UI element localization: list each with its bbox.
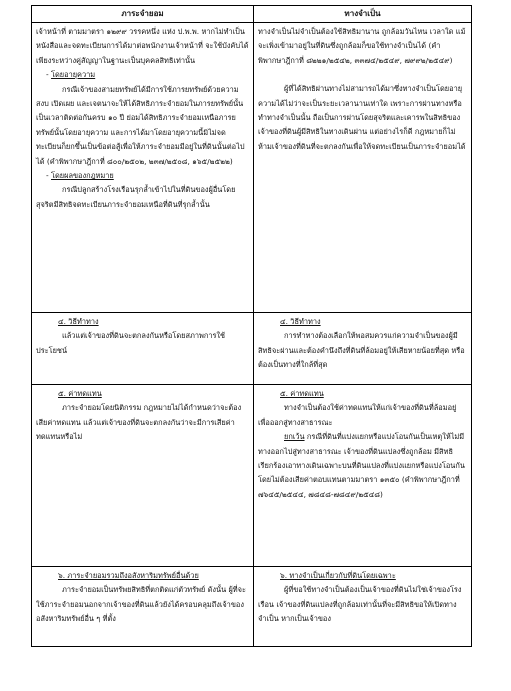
section-heading: ๖. ทางจำเป็นเกี่ยวกับที่ดินโดยเฉพาะ: [280, 571, 396, 580]
paragraph: แล้วแต่เจ้าของที่ดินจะตกลงกันหรือโดยสภาพการใช้ประโยชน์: [36, 331, 226, 355]
cell-servitude-scope: [32, 567, 254, 647]
cell-servitude-compensation: [32, 385, 254, 567]
cell-necessary-way-scope: [254, 567, 472, 647]
paragraph: ยกเว้น กรณีที่ดินที่แบ่งแยกหรือแบ่งโอนกันเป็นเหตุให้ไม่มีทางออกไปสู่ทางสาธารณะ เจ้าของที่ดินแปลงซึ่งถูกล้อม มีสิทธิเรียกร้องเอาทางเดินเฉพาะบนที่ดินแปลงที่แบ่งแยกหรือแบ่งโอนกัน โดยไม่ต้องเสียค่าตอบแทนตามมาตรา ๑๓๕๐ (คำพิพากษาฎีกาที่ ๗๖๔๕/๒๕๔๔, ๗๘๔๘-๗๘๔๙/๒๕๔๘): [258, 432, 465, 499]
section-heading: ๔. วิธีทำทาง: [58, 317, 99, 326]
table-header-row: [32, 6, 472, 23]
paragraph: กรณีเจ้าของสามยทรัพย์ได้มีการใช้ภารยทรัพย์ด้วยความสงบ เปิดเผย และเจตนาจะให้ได้สิทธิภาระจำยอมในภารยทรัพย์นั้นเป็นเวลาติดต่อกันครบ ๑๐ ปี ย่อมได้สิทธิภาระจำยอมเหนือภารยทรัพย์นั้นโดยอายุความ และการได้มาโดยอายุความนี้มิไม่จดทะเบียนก็ยกขึ้นเป็นข้อต่อสู้เพื่อให้ภาระจำยอมมีอยู่ในที่ดินนั้นต่อไปได้ (คำพิพากษาฎีกาที่ ๘๐๐/๒๕๐๒, ๒๓๗/๒๕๐๘, ๑๖๕/๒๕๒๒): [36, 84, 245, 166]
paragraph: ภาระจำยอมโดยนิติกรรม กฎหมายไม่ได้กำหนดว่าจะต้องเสียค่าทดแทน แล้วแต่เจ้าของที่ดินจะตกลงกันว่าจะมีการเสียค่าทดแทนหรือไม่: [36, 403, 242, 442]
subheading-prescription: - โดยอายุความ: [46, 70, 96, 80]
table-row: [32, 313, 472, 385]
paragraph: ทางจำเป็นต้องใช้ค่าทดแทนให้แก่เจ้าของที่ดินที่ล้อมอยู่เพื่อออกสู่ทางสาธารณะ: [258, 403, 457, 427]
paragraph: ภาระจำยอมเป็นทรัพยสิทธิที่ตกติดแก่ตัวทรัพย์ ดังนั้น ผู้ที่จะใช้ภาระจำยอมนอกจากเจ้าของที่ดินแล้วยังได้ครอบคลุมถึงเจ้าของอสังหาริมทรัพย์อื่น ๆ ที่ตั้ง: [36, 585, 246, 624]
paragraph: เจ้าหน้าที่ ตามมาตรา ๑๒๙๙ วรรคหนึ่ง แห่ง ป.พ.พ. หากไม่ทำเป็นหนังสือและจดทะเบียนการได้มาต่อพนักงานเจ้าหน้าที่ จะใช้บังคับได้เพียงระหว่างคู่สัญญาในฐานะเป็นบุคคลสิทธิเท่านั้น: [36, 27, 249, 65]
section-heading: ๕. ค่าทดแทน: [280, 389, 324, 398]
cell-servitude-method: [32, 313, 254, 385]
table-row: [32, 23, 472, 313]
header-necessary-way: ทางจำเป็น: [254, 6, 472, 23]
cell-necessary-way-compensation: [254, 385, 472, 567]
exception-label: ยกเว้น: [284, 432, 305, 442]
cell-necessary-way-acquisition: [254, 23, 472, 313]
cell-servitude-acquisition: [32, 23, 254, 313]
paragraph: กรณีปลูกสร้างโรงเรือนรุกล้ำเข้าไปในที่ดินของผู้อื่นโดยสุจริตมีสิทธิจดทะเบียนภาระจำยอมเหนือที่ดินที่รุกล้ำนั้น: [36, 185, 236, 209]
subheading-by-law: - โดยผลของกฎหมาย: [46, 171, 114, 181]
comparison-table: [31, 5, 472, 647]
section-heading: ๔. วิธีทำทาง: [280, 317, 321, 326]
paragraph: ผู้ที่ขอใช้ทางจำเป็นต้องเป็นเจ้าของที่ดินไม่ใช่เจ้าของโรงเรือน เจ้าของที่ดินแปลงที่ถูกล้อมเท่านั้นที่จะมีสิทธิขอให้เปิดทางจำเป็น หากเป็นเจ้าของ: [258, 585, 462, 624]
paragraph: ทางจำเป็นไม่จำเป็นต้องใช้สิทธิมานาน ถูกล้อมวันไหน เวลาใด แม้จะเพิ่งเข้ามาอยู่ในที่ดินซึ่งถูกล้อมก็ขอใช้ทางจำเป็นได้ (คำพิพากษาฎีกาที่ ๘๒๒๑/๒๕๔๒, ๓๓๗๔/๒๕๔๙, ๗๙๙๒/๒๕๔๙): [258, 27, 466, 65]
paragraph: ผู้ที่ได้สิทธิผ่านทางไม่สามารถได้มาซึ่งทางจำเป็นโดยอายุความได้ไม่ว่าจะเป็นระยะเวลานานเท่าใด เพราะการผ่านทางหรือทำทางจำเป็นนั้น ถือเป็นการผ่านโดยสุจริตและเคารพในสิทธิของเจ้าของที่ดินผู้มีสิทธิในทางเดินผ่าน แต่อย่างไรก็ดี กฎหมายก็ไม่ห้ามเจ้าของที่ดินที่จะตกลงกันเพื่อให้จดทะเบียนเป็นภาระจำยอมได้: [258, 84, 466, 151]
table-row: [32, 567, 472, 647]
section-heading: ๕. ค่าทดแทน: [58, 389, 102, 398]
paragraph: การทำทางต้องเลือกให้พอสมควรแก่ความจำเป็นของผู้มีสิทธิจะผ่านและต้องคำนึงถึงที่ดินที่ล้อมอยู่ให้เสียหายน้อยที่สุด หรือต้องเป็นทางที่ใกล้ที่สุด: [258, 331, 465, 370]
cell-necessary-way-method: [254, 313, 472, 385]
section-heading: ๖. ภาระจำยอมรวมถึงอสังหาริมทรัพย์อื่นด้วย: [58, 571, 199, 580]
header-servitude: ภาระจำยอม: [32, 6, 254, 23]
table-row: [32, 385, 472, 567]
